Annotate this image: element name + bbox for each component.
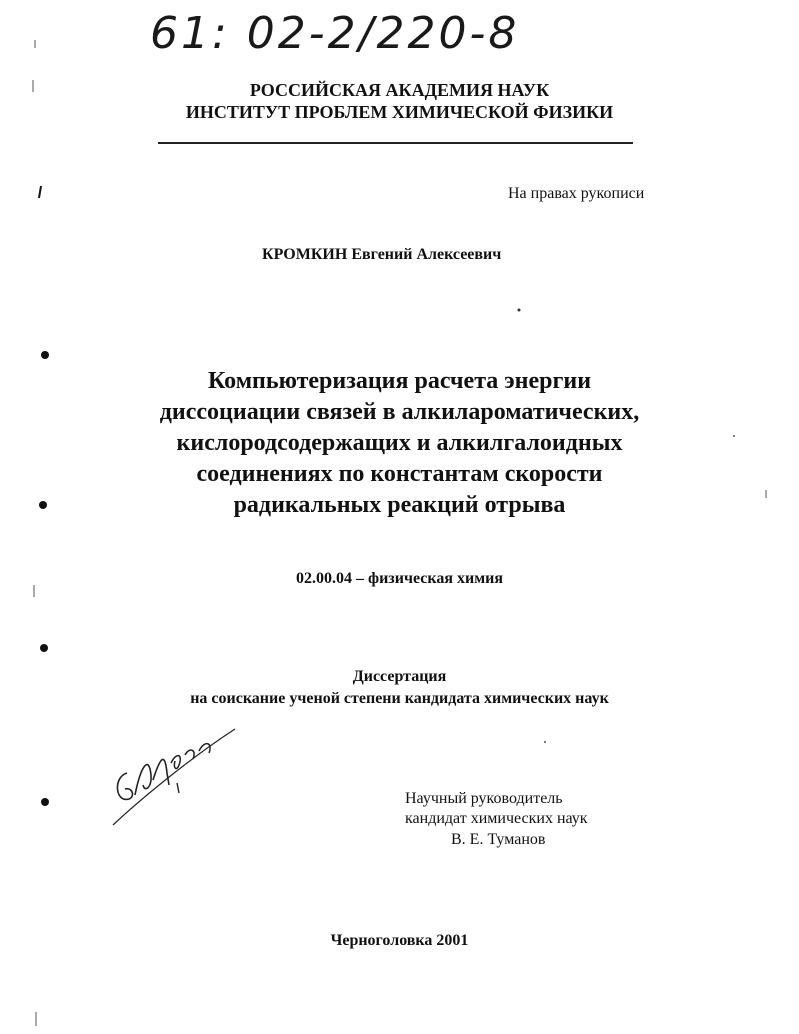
organization-name: РОССИЙСКАЯ АКАДЕМИЯ НАУК: [249, 80, 550, 100]
author-name: КРОМКИН Евгений Алексеевич: [262, 246, 502, 263]
header-divider: [158, 142, 633, 144]
institute-name: ИНСТИТУТ ПРОБЛЕМ ХИМИЧЕСКОЙ ФИЗИКИ: [185, 102, 614, 122]
title-line: Компьютеризация расчета энергии: [207, 368, 592, 394]
handwritten-signature: [105, 725, 245, 830]
speck: [39, 186, 41, 198]
speck: [41, 798, 49, 806]
supervisor-role: Научный руководитель: [405, 790, 563, 807]
title-line: кислородсодержащих и алкилгалоидных: [176, 430, 623, 456]
rights-note: На правах рукописи: [508, 185, 645, 202]
supervisor-degree: кандидат химических наук: [405, 810, 588, 827]
title-line: соединениях по константам скорости: [196, 461, 603, 487]
speck: [518, 309, 521, 312]
handwritten-archive-code: 61: 02-2/220-8: [150, 8, 520, 59]
dissertation-title: [0, 366, 799, 521]
speck: [40, 644, 48, 652]
title-line: диссоциации связей в алкилароматических,: [159, 399, 640, 425]
city-year: Черноголовка 2001: [330, 932, 469, 949]
supervisor-name: В. Е. Туманов: [451, 831, 546, 848]
specialty-code: 02.00.04 – физическая химия: [296, 570, 503, 587]
degree-sought: на соискание ученой степени кандидата химических наук: [190, 690, 609, 707]
speck: [41, 351, 49, 359]
dissertation-type: Диссертация: [352, 668, 447, 685]
speck: [544, 741, 546, 743]
title-line: радикальных реакций отрыва: [233, 492, 566, 518]
